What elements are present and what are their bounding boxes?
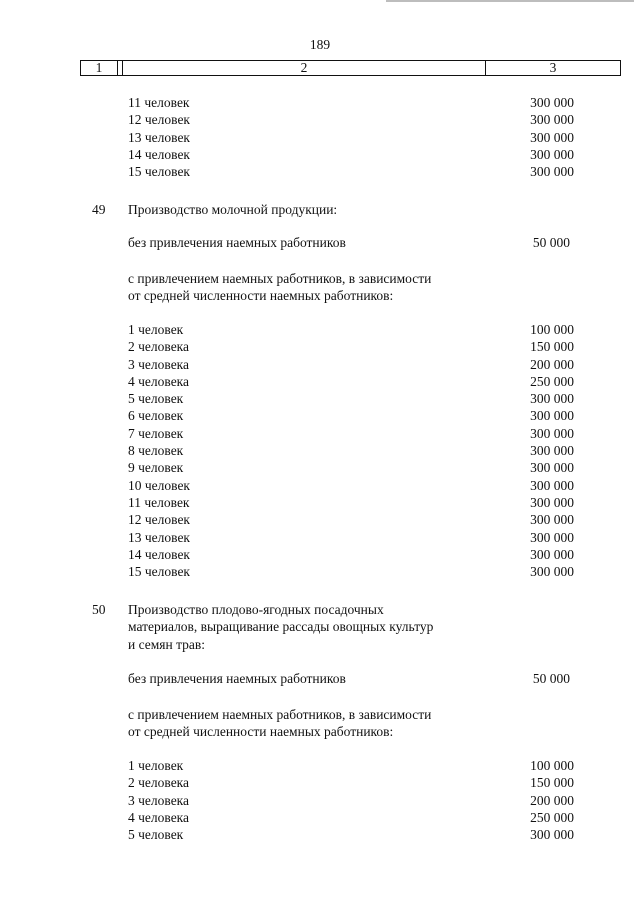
header-col-3: 3 [486, 61, 621, 76]
list-item [0, 529, 640, 546]
row-label: 12 человек [128, 112, 190, 128]
amount-value: 300 000 [530, 164, 574, 180]
row-label: 13 человек [128, 529, 190, 545]
text-line [0, 601, 640, 618]
row-label: 15 человек [128, 564, 190, 580]
amount-value: 300 000 [530, 408, 574, 424]
page-number: 189 [309, 37, 331, 52]
row-label: без привлечения наемных работников [128, 671, 346, 686]
text-line [0, 618, 640, 635]
section-title: Производство молочной продукции: [128, 202, 338, 217]
row-label: 2 человека [128, 339, 190, 355]
row-label: 4 человека [128, 373, 190, 389]
section-50-without-workers [0, 670, 640, 687]
amount-value: 150 000 [530, 339, 574, 355]
header-col-2: 2 [123, 61, 486, 76]
row-label: 4 человека [128, 809, 190, 825]
row-label: от средней численности наемных работников: [128, 288, 394, 304]
row-label: 8 человек [128, 443, 184, 459]
section-49-without-workers [0, 234, 640, 251]
list-item [0, 94, 640, 111]
list-item [0, 146, 640, 163]
amount-value: 150 000 [530, 775, 574, 791]
text-line [0, 636, 640, 653]
row-label: 15 человек [128, 164, 190, 180]
row-label: 3 человека [128, 356, 190, 372]
list-item [0, 407, 640, 424]
section-title: Производство плодово-ягодных посадочных [128, 602, 384, 617]
amount-value: 300 000 [530, 95, 574, 110]
row-label: 5 человек [128, 391, 184, 407]
text-line [0, 670, 640, 687]
text-line [0, 234, 640, 251]
row-label: и семян трав: [128, 636, 206, 652]
text-line [0, 723, 640, 740]
row-label: 6 человек [128, 408, 184, 424]
row-label: без привлечения наемных работников [128, 235, 346, 250]
header-col-1: 1 [81, 61, 118, 76]
amount-value: 300 000 [530, 460, 574, 476]
amount-value: 250 000 [530, 809, 574, 825]
amount-value: 300 000 [530, 443, 574, 459]
list-item [0, 425, 640, 442]
scan-edge-mark [386, 0, 634, 2]
list-item [0, 321, 640, 338]
row-label: с привлечением наемных работников, в зависимости [128, 707, 432, 722]
section-50-with-workers [0, 706, 640, 741]
row-label: 5 человек [128, 827, 184, 843]
amount-value: 300 000 [530, 129, 574, 145]
list-item [0, 459, 640, 476]
row-label: от средней численности наемных работников: [128, 724, 394, 740]
section-number: 49 [92, 202, 106, 217]
amount-value: 300 000 [530, 827, 574, 843]
row-label: 9 человек [128, 460, 184, 476]
amount-value: 100 000 [530, 758, 574, 773]
amount-value: 200 000 [530, 356, 574, 372]
amount-value: 50 000 [532, 235, 570, 250]
row-label: 1 человек [128, 322, 184, 337]
amount-value: 300 000 [530, 494, 574, 510]
text-line [0, 287, 640, 304]
row-label: 3 человека [128, 792, 190, 808]
list-item [0, 826, 640, 843]
list-item [0, 757, 640, 774]
text-line [0, 706, 640, 723]
continued-rows [0, 94, 640, 180]
row-label: 1 человек [128, 758, 184, 773]
list-item [0, 338, 640, 355]
section-50-heading [0, 601, 640, 653]
list-item [0, 373, 640, 390]
amount-value: 300 000 [530, 391, 574, 407]
amount-value: 200 000 [530, 792, 574, 808]
row-label: 14 человек [128, 146, 190, 162]
list-item [0, 129, 640, 146]
section-49-with-workers [0, 270, 640, 305]
amount-value: 300 000 [530, 512, 574, 528]
row-label: 11 человек [128, 494, 190, 510]
row-label: материалов, выращивание рассады овощных культур [128, 619, 434, 635]
list-item [0, 774, 640, 791]
list-item [0, 511, 640, 528]
column-header-table [80, 60, 621, 76]
section-number: 50 [92, 602, 106, 617]
row-label: 11 человек [128, 95, 190, 110]
list-item [0, 494, 640, 511]
text-line [0, 201, 640, 218]
list-item [0, 111, 640, 128]
list-item [0, 163, 640, 180]
list-item [0, 792, 640, 809]
list-item [0, 809, 640, 826]
row-label: 12 человек [128, 512, 190, 528]
amount-value: 300 000 [530, 146, 574, 162]
text-line [0, 270, 640, 287]
row-label: 13 человек [128, 129, 190, 145]
section-49-rows [0, 321, 640, 580]
amount-value: 300 000 [530, 529, 574, 545]
row-label: 10 человек [128, 477, 190, 493]
list-item [0, 356, 640, 373]
row-label: 7 человек [128, 425, 184, 441]
row-label: с привлечением наемных работников, в зависимости [128, 271, 432, 286]
amount-value: 300 000 [530, 564, 574, 580]
list-item [0, 546, 640, 563]
amount-value: 300 000 [530, 112, 574, 128]
amount-value: 100 000 [530, 322, 574, 337]
amount-value: 300 000 [530, 425, 574, 441]
list-item [0, 442, 640, 459]
amount-value: 250 000 [530, 373, 574, 389]
list-item [0, 390, 640, 407]
amount-value: 50 000 [532, 671, 570, 686]
section-50-rows [0, 757, 640, 843]
row-label: 14 человек [128, 546, 190, 562]
list-item [0, 477, 640, 494]
amount-value: 300 000 [530, 546, 574, 562]
section-49-heading [0, 201, 640, 218]
row-label: 2 человека [128, 775, 190, 791]
list-item [0, 563, 640, 580]
amount-value: 300 000 [530, 477, 574, 493]
